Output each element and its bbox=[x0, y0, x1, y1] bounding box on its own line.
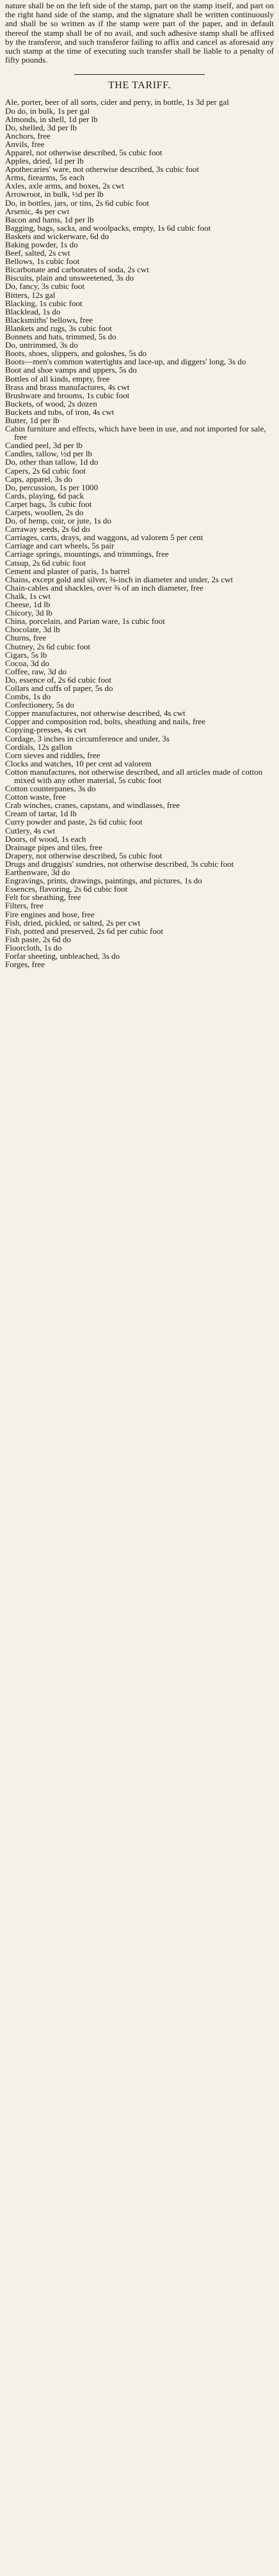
tariff-entry: Ale, porter, beer of all sorts, cider and perry, in bottle, 1s 3d per gal bbox=[5, 97, 229, 107]
tariff-entry: Carraway seeds, 2s 6d do bbox=[5, 524, 90, 534]
tariff-entry: Axles, axle arms, and boxes, 2s cwt bbox=[5, 181, 124, 191]
tariff-entry: Baking powder, 1s do bbox=[5, 240, 78, 250]
tariff-entry: Cigars, 5s lb bbox=[5, 649, 47, 660]
tariff-entry: Carpet bags, 3s cubic foot bbox=[5, 499, 92, 509]
tariff-entry: Corn sieves and riddles, free bbox=[5, 750, 100, 760]
tariff-entry: Carriage and cart wheels, 5s pair bbox=[5, 541, 115, 551]
tariff-entry: Do, untrimmed, 3s do bbox=[5, 340, 78, 350]
tariff-entry: Apparel, not otherwise described, 5s cubic foot bbox=[5, 147, 163, 157]
tariff-entry: Buckets and tubs, of iron, 4s cwt bbox=[5, 407, 115, 417]
newspaper-column bbox=[0, 0, 279, 968]
tariff-entry: Bicarbonate and carbonates of soda, 2s cwt bbox=[5, 265, 149, 275]
tariff-entry: Cordage, 3 inches in circumference and under, 3s bbox=[5, 733, 170, 743]
tariff-entry: Collars and cuffs of paper, 5s do bbox=[5, 683, 113, 693]
tariff-entry: Coffee, raw, 3d do bbox=[5, 666, 67, 676]
tariff-entry: Do, of hemp, coir, or jute, 1s do bbox=[5, 516, 111, 526]
tariff-entry: Chain-cables and shackles, over ⅜ of an inch diameter, free bbox=[5, 582, 203, 593]
tariff-entry: Drugs and druggists' sundries, not otherwise described, 3s cubic foot bbox=[5, 858, 234, 869]
tariff-entry: Doors, of wood, 1s each bbox=[5, 834, 86, 844]
tariff-entry: Chocolate, 3d lb bbox=[5, 625, 60, 635]
tariff-list bbox=[5, 98, 274, 968]
tariff-entry: Do, shelled, 3d per lb bbox=[5, 122, 77, 132]
tariff-entry: Cream of tartar, 1d lb bbox=[5, 809, 77, 819]
tariff-entry: Do do, in bulk, 1s per gal bbox=[5, 105, 90, 116]
tariff-entry: Boots, shoes, slippers, and goloshes, 5s do bbox=[5, 348, 147, 359]
tariff-entry: Fire engines and hose, free bbox=[5, 909, 95, 919]
tariff-entry: Apples, dried, 1d per lb bbox=[5, 156, 84, 166]
tariff-entry: Cotton waste, free bbox=[5, 792, 66, 802]
tariff-entry: Bagging, bags, sacks, and woolpacks, empty, 1s 6d cubic foot bbox=[5, 222, 211, 233]
tariff-entry: Biscuits, plain and unsweetened, 3s do bbox=[5, 273, 134, 283]
tariff-entry: Brushware and brooms, 1s cubic foot bbox=[5, 390, 130, 400]
tariff-entry: Churns, free bbox=[5, 633, 47, 643]
tariff-entry: Cocoa, 3d do bbox=[5, 658, 49, 668]
tariff-entry: Do, percussion, 1s per 1000 bbox=[5, 482, 99, 492]
tariff-entry: Crab winches, cranes, capstans, and windlasses, free bbox=[5, 800, 180, 811]
tariff-entry: Cement and plaster of paris, 1s barrel bbox=[5, 566, 130, 576]
tariff-entry: Fish, potted and preserved, 2s 6d per cubic foot bbox=[5, 926, 163, 936]
tariff-entry: Candles, tallow, ½d per lb bbox=[5, 449, 92, 459]
tariff-entry: Bitters, 12s gal bbox=[5, 290, 56, 300]
tariff-entry: Earthenware, 3d do bbox=[5, 867, 70, 878]
tariff-entry: Candied peel, 3d per lb bbox=[5, 440, 83, 451]
tariff-entry: Combs, 1s do bbox=[5, 692, 51, 702]
tariff-entry: Chains, except gold and silver, ⅜-inch in diameter and under, 2s cwt bbox=[5, 574, 234, 584]
tariff-entry: Drapery, not otherwise described, 5s cubic foot bbox=[5, 850, 163, 860]
tariff-entry: Chutney, 2s 6d cubic foot bbox=[5, 641, 91, 651]
tariff-entry: Apothecaries' ware, not otherwise described, 3s cubic foot bbox=[5, 164, 200, 175]
tariff-entry: Clocks and watches, 10 per cent ad valorem bbox=[5, 758, 152, 768]
tariff-entry: Cotton manufactures, not otherwise described, and all articles made of cotton mixed with any other material, 5s cubic foot bbox=[5, 766, 263, 786]
tariff-entry: Copper and composition rod, bolts, sheathing and nails, free bbox=[5, 717, 206, 727]
tariff-entry: Bonnets and hats, trimmed, 5s do bbox=[5, 332, 116, 342]
tariff-entry: Buckets, of wood, 2s dozen bbox=[5, 398, 97, 408]
tariff-entry: Do, essence of, 2s 6d cubic foot bbox=[5, 674, 112, 685]
tariff-entry: Do, other than tallow, 1d do bbox=[5, 457, 99, 467]
tariff-entry: Anvils, free bbox=[5, 139, 45, 149]
tariff-heading: THE TARIFF. bbox=[108, 80, 171, 91]
tariff-entry: Fish paste, 2s 6d do bbox=[5, 934, 71, 944]
tariff-entry: Drainage pipes and tiles, free bbox=[5, 842, 102, 852]
tariff-entry: Cards, playing, 6d pack bbox=[5, 490, 84, 500]
tariff-entry: Almonds, in shell, 1d per lb bbox=[5, 114, 98, 124]
tariff-entry: Arrowroot, in bulk, ½d per lb bbox=[5, 189, 104, 199]
tariff-entry: Blacking, 1s cubic foot bbox=[5, 298, 83, 308]
tariff-entry: Floorcloth, 1s do bbox=[5, 942, 62, 952]
tariff-entry: Baskets and wickerware, 6d do bbox=[5, 231, 109, 241]
tariff-entry: Cordials, 12s gallon bbox=[5, 741, 72, 752]
tariff-entry: Blankets and rugs, 3s cubic foot bbox=[5, 323, 112, 333]
tariff-entry: Filters, free bbox=[5, 901, 44, 911]
tariff-entry: Butter, 1d per lb bbox=[5, 415, 60, 425]
tariff-entry: Capers, 2s 6d cubic foot bbox=[5, 465, 86, 476]
tariff-entry: Cheese, 1d lb bbox=[5, 600, 51, 610]
tariff-entry: Carriage springs, mountings, and trimmings, free bbox=[5, 549, 169, 559]
tariff-entry: Chalk, 1s cwt bbox=[5, 591, 51, 601]
tariff-entry: Copper manufactures, not otherwise described, 4s cwt bbox=[5, 708, 186, 718]
tariff-entry: Cotton counterpanes, 3s do bbox=[5, 784, 96, 794]
tariff-entry: Bottles of all kinds, empty, free bbox=[5, 373, 110, 384]
tariff-entry: Anchors, free bbox=[5, 130, 51, 141]
section-divider bbox=[74, 74, 205, 75]
tariff-entry: Forges, free bbox=[5, 959, 45, 970]
tariff-entry: Carriages, carts, drays, and waggons, ad valorem 5 per cent bbox=[5, 532, 203, 543]
tariff-entry: Caps, apparel, 3s do bbox=[5, 474, 73, 484]
tariff-entry: Curry powder and paste, 2s 6d cubic foot bbox=[5, 817, 143, 827]
tariff-entry: Fish, dried, pickled, or salted, 2s per cwt bbox=[5, 917, 141, 927]
tariff-entry: Carpets, woollen, 2s do bbox=[5, 508, 84, 518]
tariff-entry: Brass and brass manufactures, 4s cwt bbox=[5, 382, 130, 392]
tariff-entry: Felt for sheathing, free bbox=[5, 892, 81, 903]
tariff-entry: Chicory, 3d lb bbox=[5, 608, 52, 618]
tariff-entry: Essences, flavoring, 2s 6d cubic foot bbox=[5, 884, 127, 894]
tariff-entry: Forfar sheeting, unbleached, 3s do bbox=[5, 950, 120, 961]
tariff-entry: Engravings, prints, drawings, paintings, and pictures, 1s do bbox=[5, 876, 202, 886]
tariff-entry: Bellows, 1s cubic foot bbox=[5, 256, 80, 267]
tariff-entry: Boots—men's common watertights and lace-up, and diggers' long, 3s do bbox=[5, 357, 246, 367]
tariff-entry: Cabin furniture and effects, which have been in use, and not imported for sale, free bbox=[5, 424, 266, 442]
preceding-paragraph: nature shall be on the left side of the stamp, part on the stamp itself, and part on the right hand side of the stamp, and the signature shall be written continuously and shall be so written as if the stamp were part of the paper, and in default thereof the stamp shall be of no avail, and such adhesive stamp shall be affixed by the transferor, and such transferor failing to affix and cancel as aforesaid any such stamp at the time of executing such transfer shall be liable to a penalty of fifty pounds. bbox=[5, 1, 274, 65]
tariff-entry: Do, in bottles, jars, or tins, 2s 6d cubic foot bbox=[5, 198, 149, 208]
tariff-entry: Arsenic, 4s per cwt bbox=[5, 206, 70, 216]
tariff-entry: Blacksmiths' bellows, free bbox=[5, 314, 93, 325]
tariff-entry: Cutlery, 4s cwt bbox=[5, 825, 56, 835]
tariff-entry: China, porcelain, and Parian ware, 1s cubic foot bbox=[5, 616, 165, 626]
tariff-entry: Boot and shoe vamps and uppers, 5s do bbox=[5, 365, 137, 375]
tariff-entry: Arms, firearms, 5s each bbox=[5, 173, 84, 183]
tariff-entry: Blacklead, 1s do bbox=[5, 306, 61, 316]
tariff-entry: Confectionery, 5s do bbox=[5, 700, 74, 710]
tariff-entry: Copying-presses, 4s cwt bbox=[5, 725, 86, 735]
tariff-entry: Bacon and hams, 1d per lb bbox=[5, 214, 94, 224]
tariff-entry: Beef, salted, 2s cwt bbox=[5, 248, 70, 258]
tariff-entry: Catsup, 2s 6d cubic foot bbox=[5, 557, 86, 568]
tariff-entry: Do, fancy, 3s cubic foot bbox=[5, 281, 85, 291]
